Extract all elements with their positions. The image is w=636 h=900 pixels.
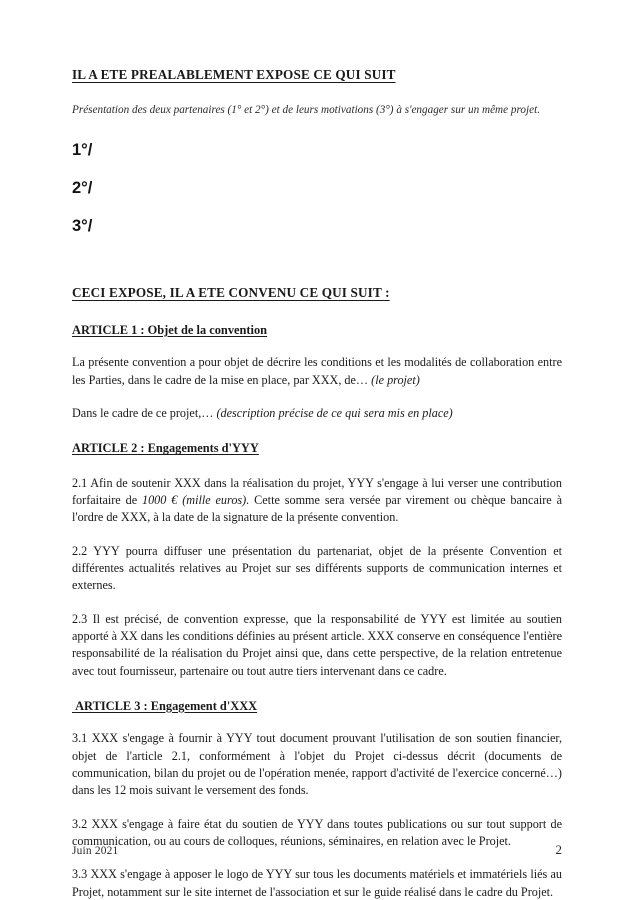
paragraph-lead: 2.1 Afin de soutenir XXX dans la réalisation du projet, YYY s'engage à lui verser une contribution forfaitaire de	[72, 475, 566, 507]
spacer	[72, 714, 562, 730]
enumeration-item-1: 1°/	[72, 141, 93, 160]
spacer	[72, 119, 562, 141]
spacer	[72, 800, 562, 816]
paragraph-lead: 2.3 Il est précisé, de convention expresse, que la responsabilité de YYY est limitée au soutien apporté à XX dans les conditions définies au présent article. XXX conserve en conséquence l'entière responsabilité de la réalisation du Projet ainsi que, dans cette perspective, de la relation entretenue avec tout fournisseur, partenaire ou tout autre tiers intervenant dans ce cadre.	[72, 611, 566, 678]
enumeration-item-3: 3°/	[72, 216, 93, 235]
article-2-heading: ARTICLE 2 : Engagements d'YYY	[72, 441, 259, 456]
enumeration-item-2: 2°/	[72, 178, 93, 197]
spacer	[72, 338, 562, 354]
spacer	[72, 199, 562, 217]
article-1-paragraph-1	[72, 354, 566, 389]
article-2-paragraph-2-3	[72, 611, 566, 680]
paragraph-italic: (le projet)	[371, 372, 420, 387]
preamble-heading: IL A ETE PREALABLEMENT EXPOSE CE QUI SUIT	[72, 67, 396, 82]
paragraph-lead: Dans le cadre de ce projet,…	[72, 405, 217, 420]
article-1-heading: ARTICLE 1 : Objet de la convention	[72, 322, 268, 337]
paragraph-italic: 1000 € (mille euros).	[141, 492, 250, 507]
spacer	[72, 422, 562, 440]
spacer	[72, 680, 562, 698]
spacer	[72, 236, 562, 284]
paragraph-italic: (description précise de ce qui sera mis en place)	[216, 405, 453, 420]
article-3-heading: ARTICLE 3 : Engagement d'XXX	[72, 698, 258, 713]
page-footer	[72, 842, 562, 858]
spacer	[72, 83, 562, 103]
spacer	[72, 161, 562, 179]
spacer	[72, 527, 562, 543]
document-body	[72, 66, 566, 900]
footer-date: Juin 2021	[72, 845, 119, 857]
paragraph-lead: La présente convention a pour objet de décrire les conditions et les modalités de collaboration entre les Parties, dans le cadre de la mise en place, par XXX, de…	[72, 355, 566, 387]
article-2-paragraph-2-2	[72, 543, 566, 595]
preamble-note: Présentation des deux partenaires (1° et 2°) et de leurs motivations (3°) à s'engager sur un même projet.	[72, 104, 540, 117]
agreed-heading: CECI EXPOSE, IL A ETE CONVENU CE QUI SUIT :	[72, 285, 390, 301]
paragraph-lead: 3.3 XXX s'engage à apposer le logo de YYY sur tous les documents matériels et immatériels liés au Projet, notamment sur le site internet de l'association et sur le guide réalisé dans le cadre du Projet.	[72, 867, 566, 899]
spacer	[72, 595, 562, 611]
article-3-paragraph-3-1	[72, 730, 566, 799]
article-3-paragraph-3-3	[72, 866, 566, 900]
article-1-paragraph-2	[72, 405, 562, 422]
footer-page-number: 2	[555, 842, 562, 857]
spacer	[72, 389, 562, 405]
spacer	[72, 302, 562, 322]
paragraph-tail: Cette somme sera versée par virement ou chèque bancaire à l'ordre de XXX, à la date de la signature de la présente convention.	[72, 492, 566, 525]
spacer	[72, 457, 562, 475]
article-2-paragraph-2-1	[72, 475, 566, 527]
paragraph-lead: 3.2 XXX s'engage à faire état du soutien de YYY dans toutes publications ou sur tout support de communication, ou au cours de colloques, réunions, séminaires, en relation avec le Projet.	[72, 816, 566, 848]
paragraph-lead: 2.2 YYY pourra diffuser une présentation du partenariat, objet de la présente Convention et différentes actualités relatives au Projet sur ses différents supports de communication internes et externes.	[72, 543, 566, 593]
paragraph-lead: 3.1 XXX s'engage à fournir à YYY tout document prouvant l'utilisation de son soutien financier, objet de l'article 2.1, conformément à l'objet du Projet ci-dessus décrit (documents de communication, bilan du projet ou de l'opération menée, rapport d'activité de l'exercice concerné…) dans les 12 mois suivant le versement des fonds.	[72, 731, 566, 798]
